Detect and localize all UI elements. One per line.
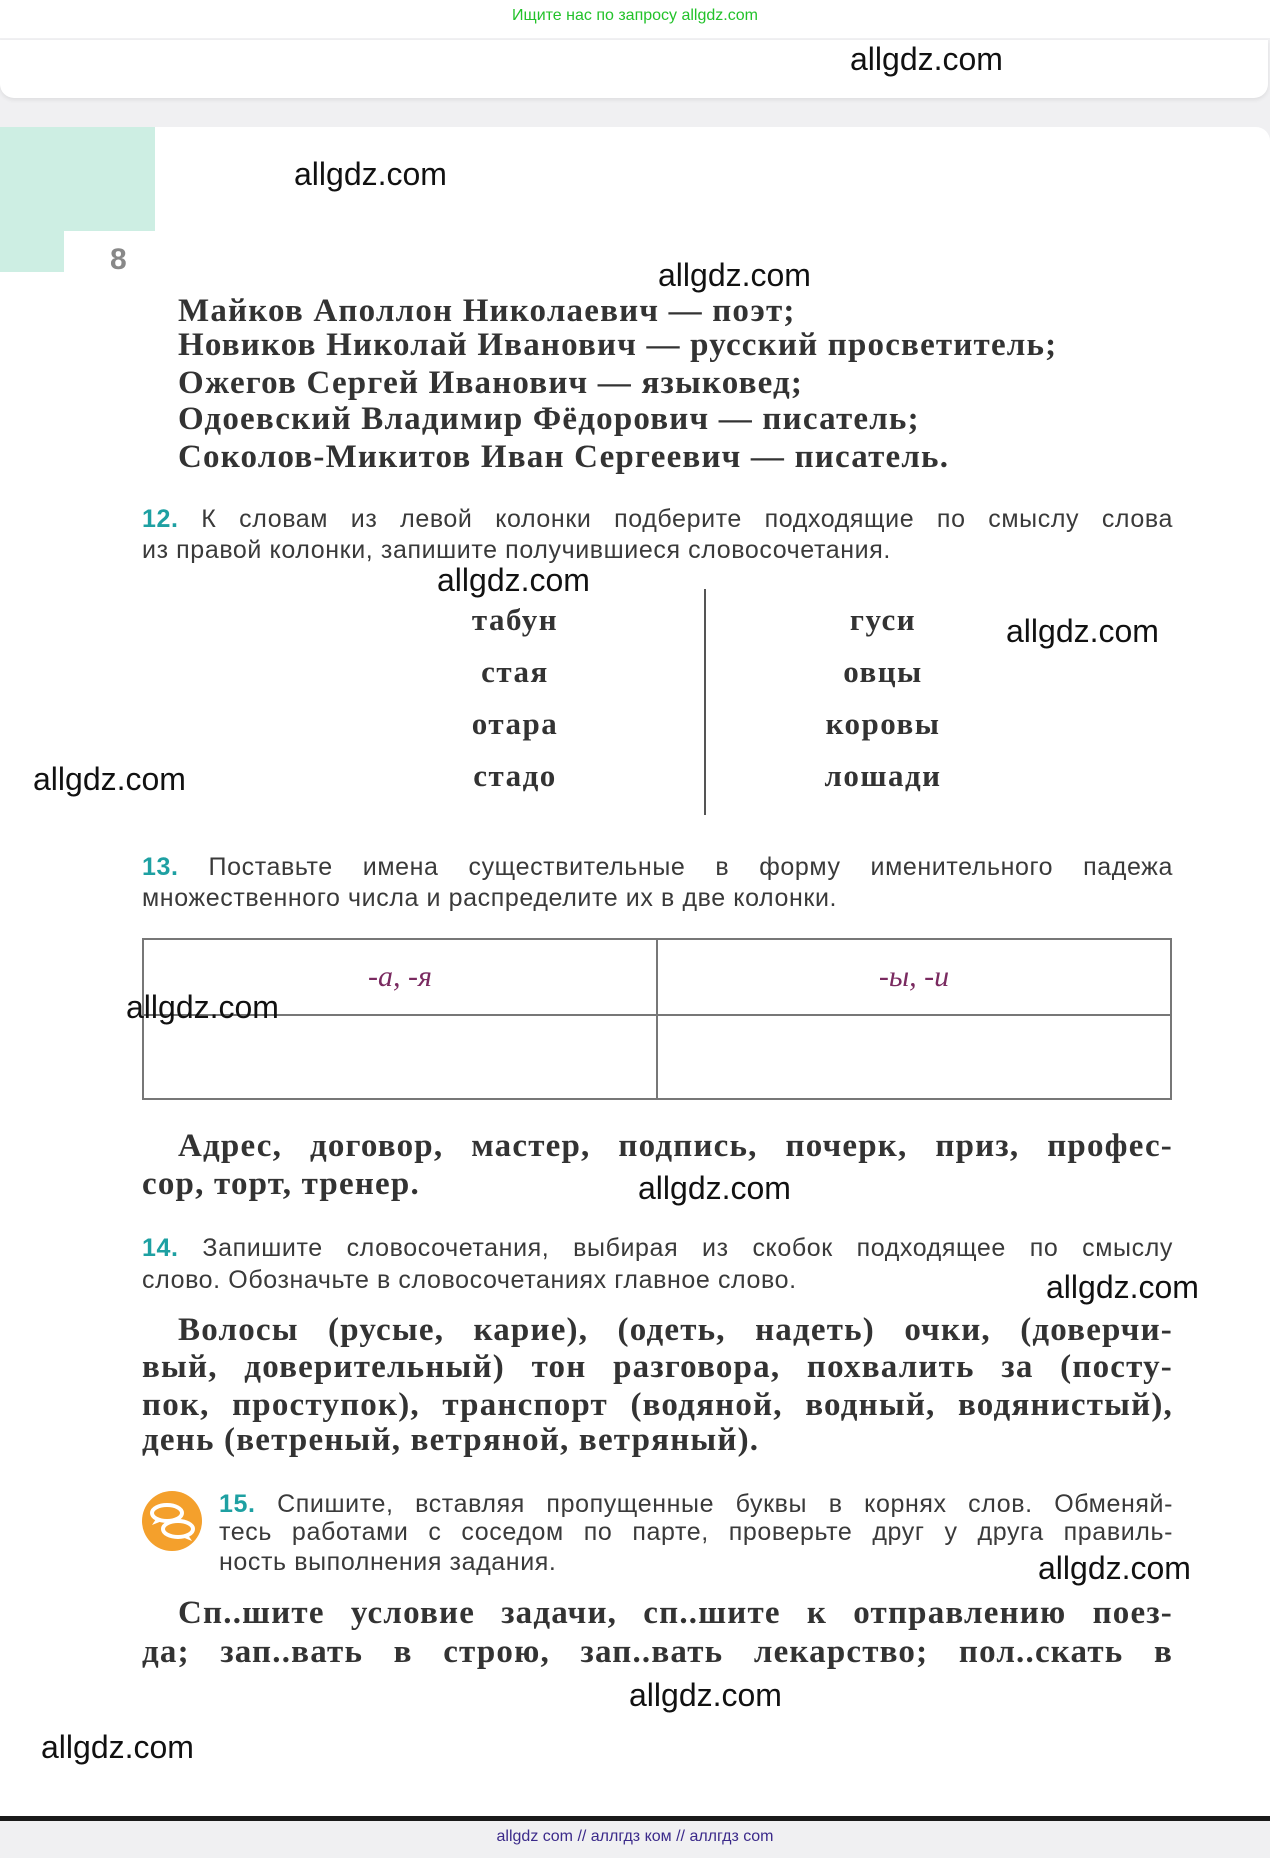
ex14-text-line: вый, доверительный) тон разговора, похвалить за (посту- (142, 1349, 1173, 1385)
ex15-instruction (219, 1490, 1173, 1519)
header-card (0, 40, 1268, 98)
ex13-line: множественного числа и распределите их в две колонки. (142, 884, 838, 912)
left-word: отара (471, 706, 559, 741)
watermark: allgdz.com (658, 257, 811, 293)
ex13-words-line: сор, торт, тренер. (142, 1166, 420, 1202)
ex12-line: К словам из левой колонки подберите подходящие по смыслу слова (201, 505, 1173, 533)
right-word: лошади (824, 758, 942, 793)
ex14-line: Запишите словосочетания, выбирая из скобок подходящее по смыслу (202, 1234, 1173, 1262)
ex14-text-line: день (ветреный, ветряной, ветряный). (142, 1422, 760, 1458)
watermark: allgdz.com (41, 1729, 194, 1765)
author-line: Новиков Николай Иванович — русский просветитель; (178, 327, 1058, 363)
watermark: allgdz.com (850, 41, 1003, 77)
right-word: гуси (849, 602, 917, 637)
speech-bubbles-icon (142, 1491, 202, 1551)
watermark: allgdz.com (638, 1170, 791, 1206)
search-banner (0, 0, 1270, 38)
ex15-line: тесь работами с соседом по парте, проверьте друг у друга правиль- (219, 1518, 1173, 1546)
ex15-text-line: Сп..шите условие задачи, сп..шите к отправлению поез- (178, 1595, 1173, 1631)
right-word: овцы (843, 654, 923, 689)
ex13-instruction (142, 853, 1173, 882)
watermark: allgdz.com (1038, 1550, 1191, 1586)
author-line: Одоевский Владимир Фёдорович — писатель; (178, 401, 920, 437)
ex14-text-line: пок, проступок), транспорт (водяной, водный, водянистый), (142, 1387, 1173, 1423)
left-word: табун (471, 602, 559, 637)
author-line: Соколов-Микитов Иван Сергеевич — писатель. (178, 439, 950, 475)
footer-divider (0, 1816, 1270, 1821)
page-corner-decoration-lower (0, 231, 64, 272)
banner-text: Ищите нас по запросу allgdz.com (512, 7, 758, 24)
right-word: коровы (825, 706, 941, 741)
ex12-instruction (142, 505, 1173, 534)
table-header-a-ya: -а, -я (143, 939, 657, 1015)
watermark: allgdz.com (437, 562, 590, 598)
ex15-line: Спишите, вставляя пропущенные буквы в корнях слов. Обменяй- (277, 1490, 1173, 1518)
ex14-text-line: Волосы (русые, карие), (одеть, надеть) очки, (доверчи- (178, 1312, 1173, 1348)
ex13-words-line: Адрес, договор, мастер, подпись, почерк, приз, профес- (178, 1128, 1173, 1164)
ex15-text-line: да; зап..вать в строю, зап..вать лекарство; пол..скать в (142, 1634, 1173, 1670)
table-cell-empty (143, 1015, 657, 1099)
page-number: 8 (110, 243, 127, 276)
watermark: allgdz.com (33, 761, 186, 797)
ex14-number: 14. (142, 1234, 179, 1262)
ex12-line: из правой колонки, запишите получившиеся словосочетания. (142, 536, 891, 564)
watermark: allgdz.com (1046, 1269, 1199, 1305)
left-word: стадо (473, 758, 557, 793)
author-line: Майков Аполлон Николаевич — поэт; (178, 293, 796, 329)
footer-links: allgdz com // аллгдз ком // аллгдз com (496, 1828, 774, 1845)
ex14-instruction (142, 1234, 1173, 1263)
watermark: allgdz.com (629, 1677, 782, 1713)
table-header-y-i: -ы, -и (657, 939, 1171, 1015)
ex14-line: слово. Обозначьте в словосочетаниях главное слово. (142, 1266, 797, 1294)
page-corner-decoration (0, 127, 155, 231)
ex15-number: 15. (219, 1490, 256, 1518)
table-cell-empty (657, 1015, 1171, 1099)
ending-table (142, 938, 1172, 1100)
watermark: allgdz.com (126, 989, 279, 1025)
left-word: стая (481, 654, 549, 689)
watermark: allgdz.com (1006, 613, 1159, 649)
author-line: Ожегов Сергей Иванович — языковед; (178, 365, 804, 401)
column-divider (704, 589, 706, 815)
watermark: allgdz.com (294, 156, 447, 192)
ex13-number: 13. (142, 853, 179, 881)
ex15-line: ность выполнения задания. (219, 1548, 557, 1576)
ex13-line: Поставьте имена существительные в форму именительного падежа (208, 853, 1174, 881)
ex12-number: 12. (142, 505, 179, 533)
